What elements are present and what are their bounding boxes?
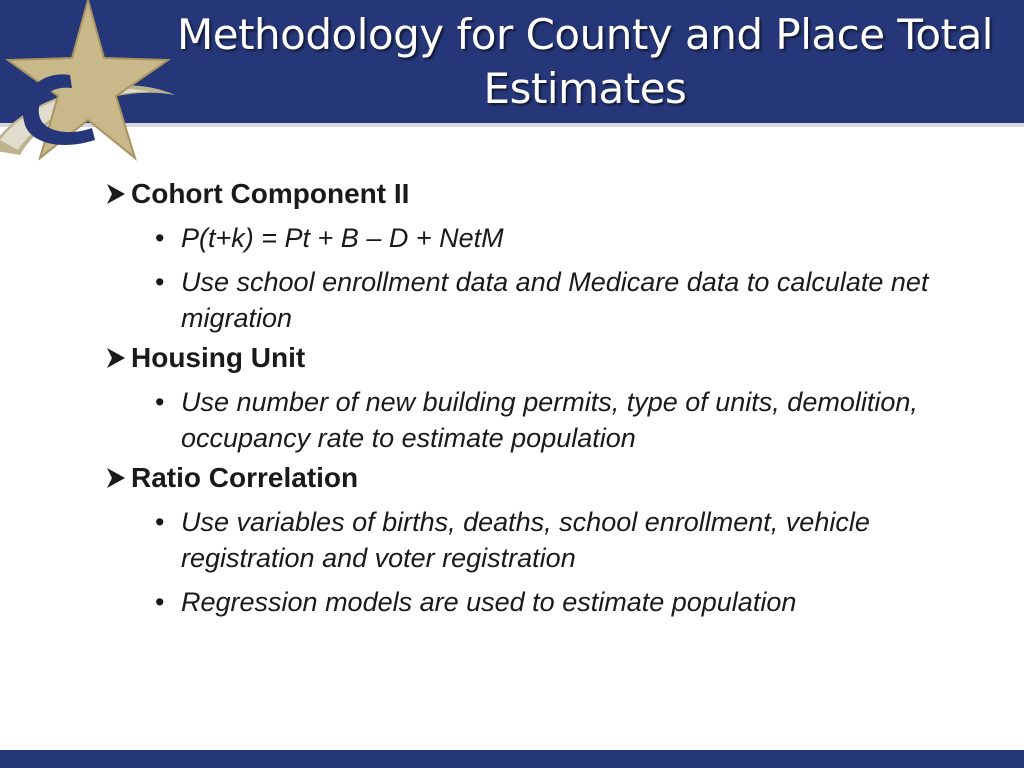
- section-heading: [105, 176, 995, 212]
- section-heading: [105, 340, 995, 376]
- bullet-text: Use number of new building permits, type of units, demolition, occupancy rate to estimate population: [181, 387, 918, 453]
- title-line-1: Methodology for County and Place Total: [177, 10, 993, 59]
- footer-band: [0, 750, 1024, 768]
- bullet-text: Regression models are used to estimate population: [181, 587, 797, 617]
- arrow-bullet-icon: [105, 460, 129, 496]
- bullet-item: • P(t+k) = Pt + B – D + NetM: [155, 223, 504, 253]
- section-heading-text: Housing Unit: [131, 342, 306, 373]
- section-heading-text: Cohort Component II: [131, 178, 410, 209]
- slide-title: [160, 8, 1010, 116]
- title-line-2: Estimates: [483, 64, 687, 113]
- bullet-item: • Regression models are used to estimate population: [155, 587, 797, 617]
- section-heading: [105, 460, 995, 496]
- bullet-item: • Use variables of births, deaths, school enrollment, vehicle registration and voter registration: [155, 507, 870, 573]
- bullet-text: P(t+k) = Pt + B – D + NetM: [181, 223, 504, 253]
- arrow-bullet-icon: [105, 176, 129, 212]
- arrow-bullet-icon: [105, 340, 129, 376]
- bullet-text: Use school enrollment data and Medicare data to calculate net migration: [181, 267, 929, 333]
- bullet-item: • Use school enrollment data and Medicare data to calculate net migration: [155, 267, 929, 333]
- bullet-text: Use variables of births, deaths, school enrollment, vehicle registration and voter registration: [181, 507, 870, 573]
- bullet-item: • Use number of new building permits, type of units, demolition, occupancy rate to estimate population: [155, 387, 918, 453]
- bullet-list: [105, 172, 995, 620]
- section-heading-text: Ratio Correlation: [131, 462, 359, 493]
